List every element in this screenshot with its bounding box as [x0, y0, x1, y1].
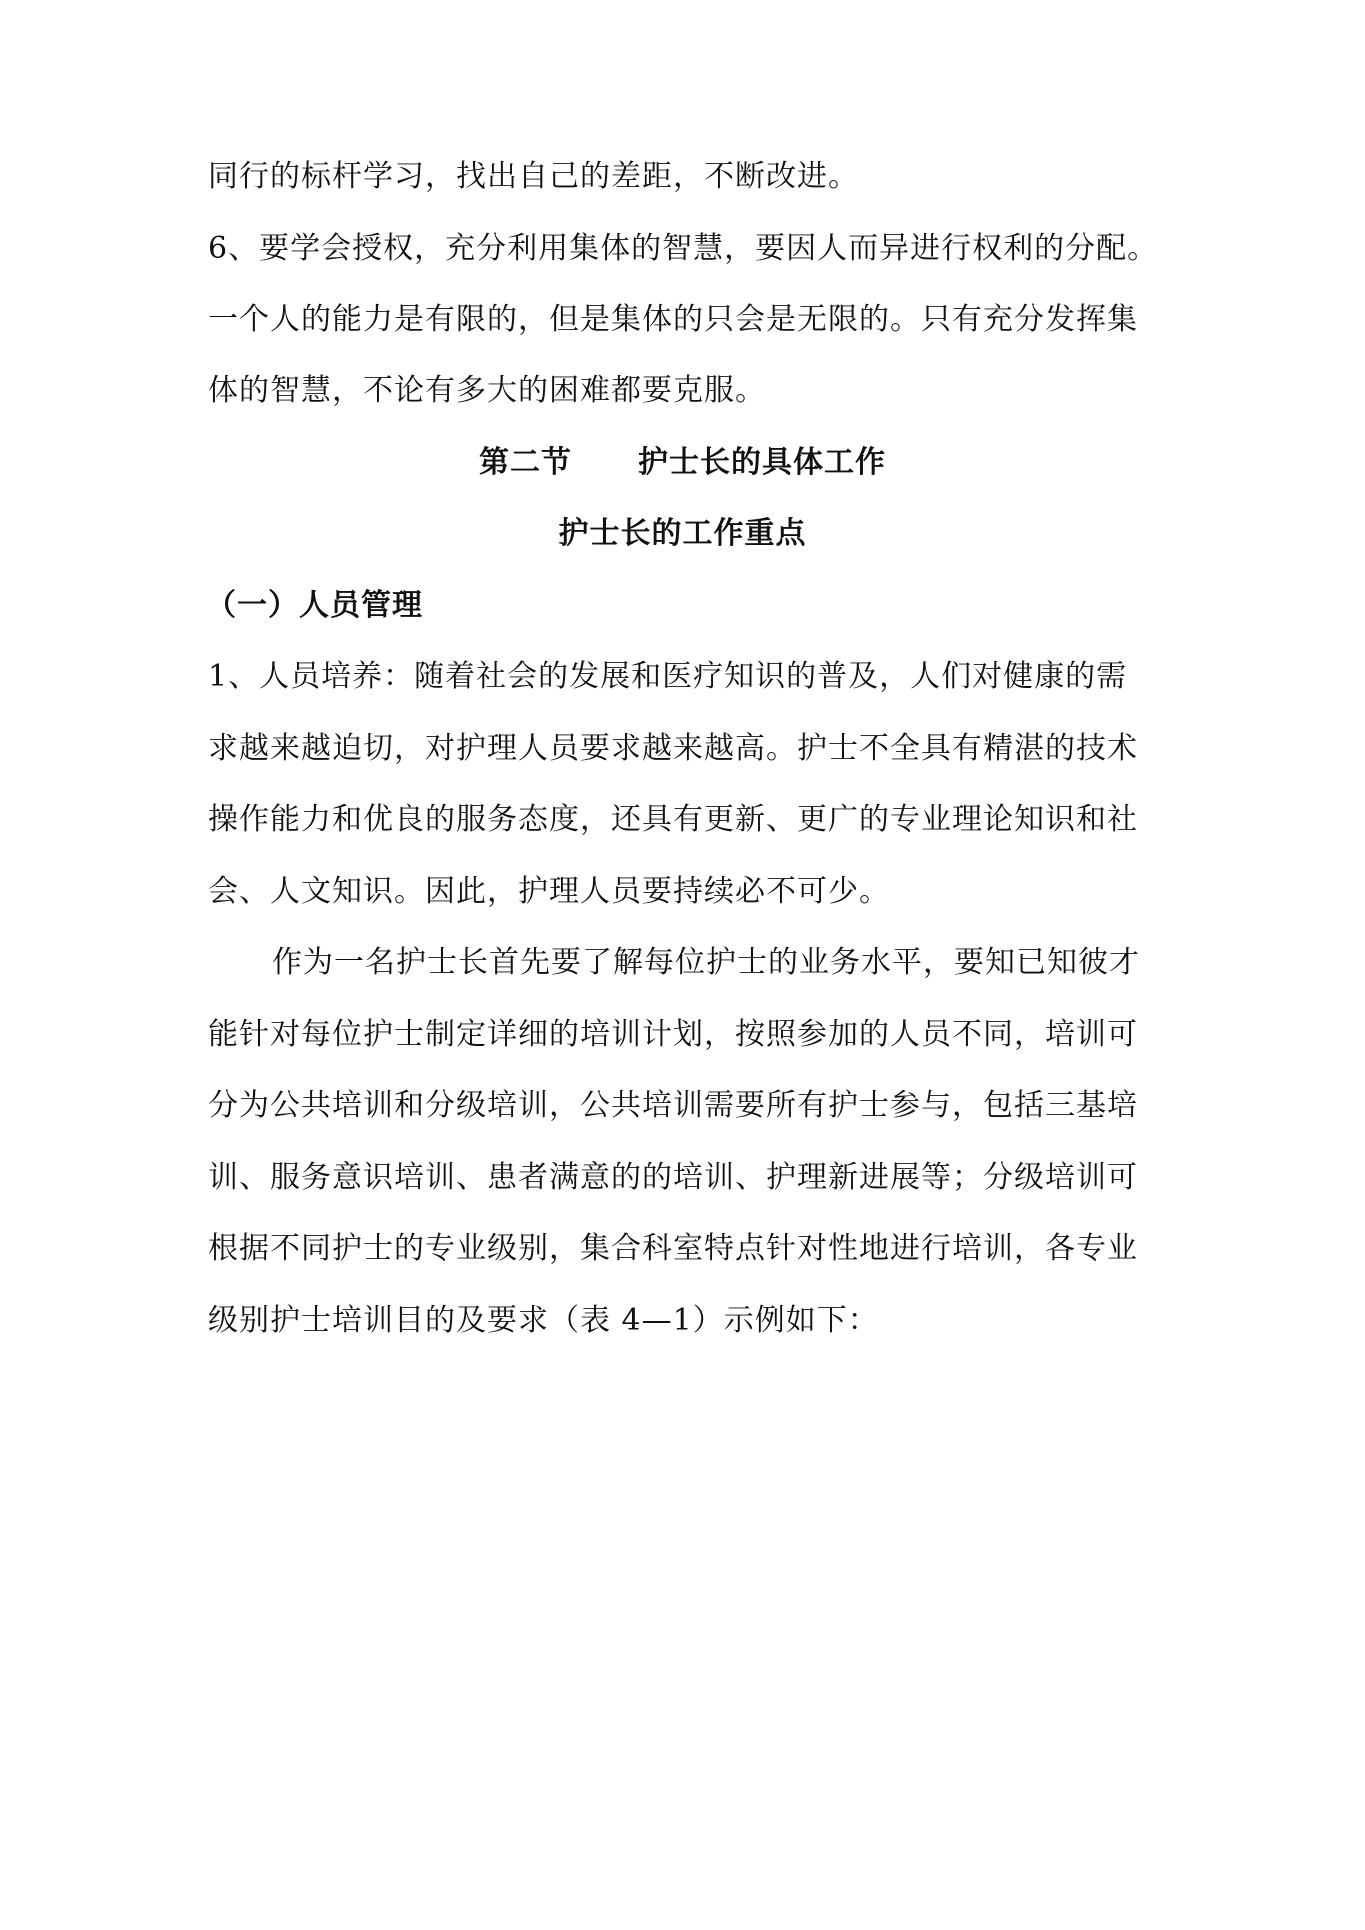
- paragraph-line: 会、人文知识。因此，护理人员要持续必不可少。: [208, 874, 890, 909]
- paragraph-line-indented: 作为一名护士长首先要了解每位护士的业务水平，要知已知彼才: [272, 945, 1140, 980]
- subsection-heading: （一）人员管理: [206, 588, 423, 623]
- subheading: 护士长的工作重点: [558, 516, 807, 551]
- section-heading: [0, 443, 1365, 483]
- paragraph-line: 能针对每位护士制定详细的培训计划，按照参加的人员不同，培训可: [208, 1017, 1138, 1052]
- section-title: 护士长的具体工作: [638, 445, 886, 480]
- section-number: 第二节: [479, 445, 572, 480]
- paragraph-line: 1、人员培养：随着社会的发展和医疗知识的普及，人们对健康的需: [208, 659, 1128, 694]
- paragraph-line: 分为公共培训和分级培训，公共培训需要所有护士参与，包括三基培: [208, 1088, 1138, 1123]
- paragraph-line: 求越来越迫切，对护理人员要求越来越高。护士不全具有精湛的技术: [208, 731, 1138, 766]
- paragraph-line: 一个人的能力是有限的，但是集体的只会是无限的。只有充分发挥集: [208, 302, 1138, 337]
- paragraph-line: 6、要学会授权，充分利用集体的智慧，要因人而异进行权利的分配。: [208, 231, 1159, 266]
- paragraph-line: 操作能力和优良的服务态度，还具有更新、更广的专业理论知识和社: [208, 802, 1138, 837]
- paragraph-line: 根据不同护士的专业级别，集合科室特点针对性地进行培训，各专业: [208, 1231, 1138, 1266]
- paragraph-line: 训、服务意识培训、患者满意的的培训、护理新进展等；分级培训可: [208, 1160, 1138, 1195]
- paragraph-line: 体的智慧，不论有多大的困难都要克服。: [208, 373, 766, 408]
- paragraph-line: 同行的标杆学习，找出自己的差距，不断改进。: [208, 159, 859, 194]
- paragraph-line: 级别护士培训目的及要求（表 4—1）示例如下：: [208, 1303, 879, 1338]
